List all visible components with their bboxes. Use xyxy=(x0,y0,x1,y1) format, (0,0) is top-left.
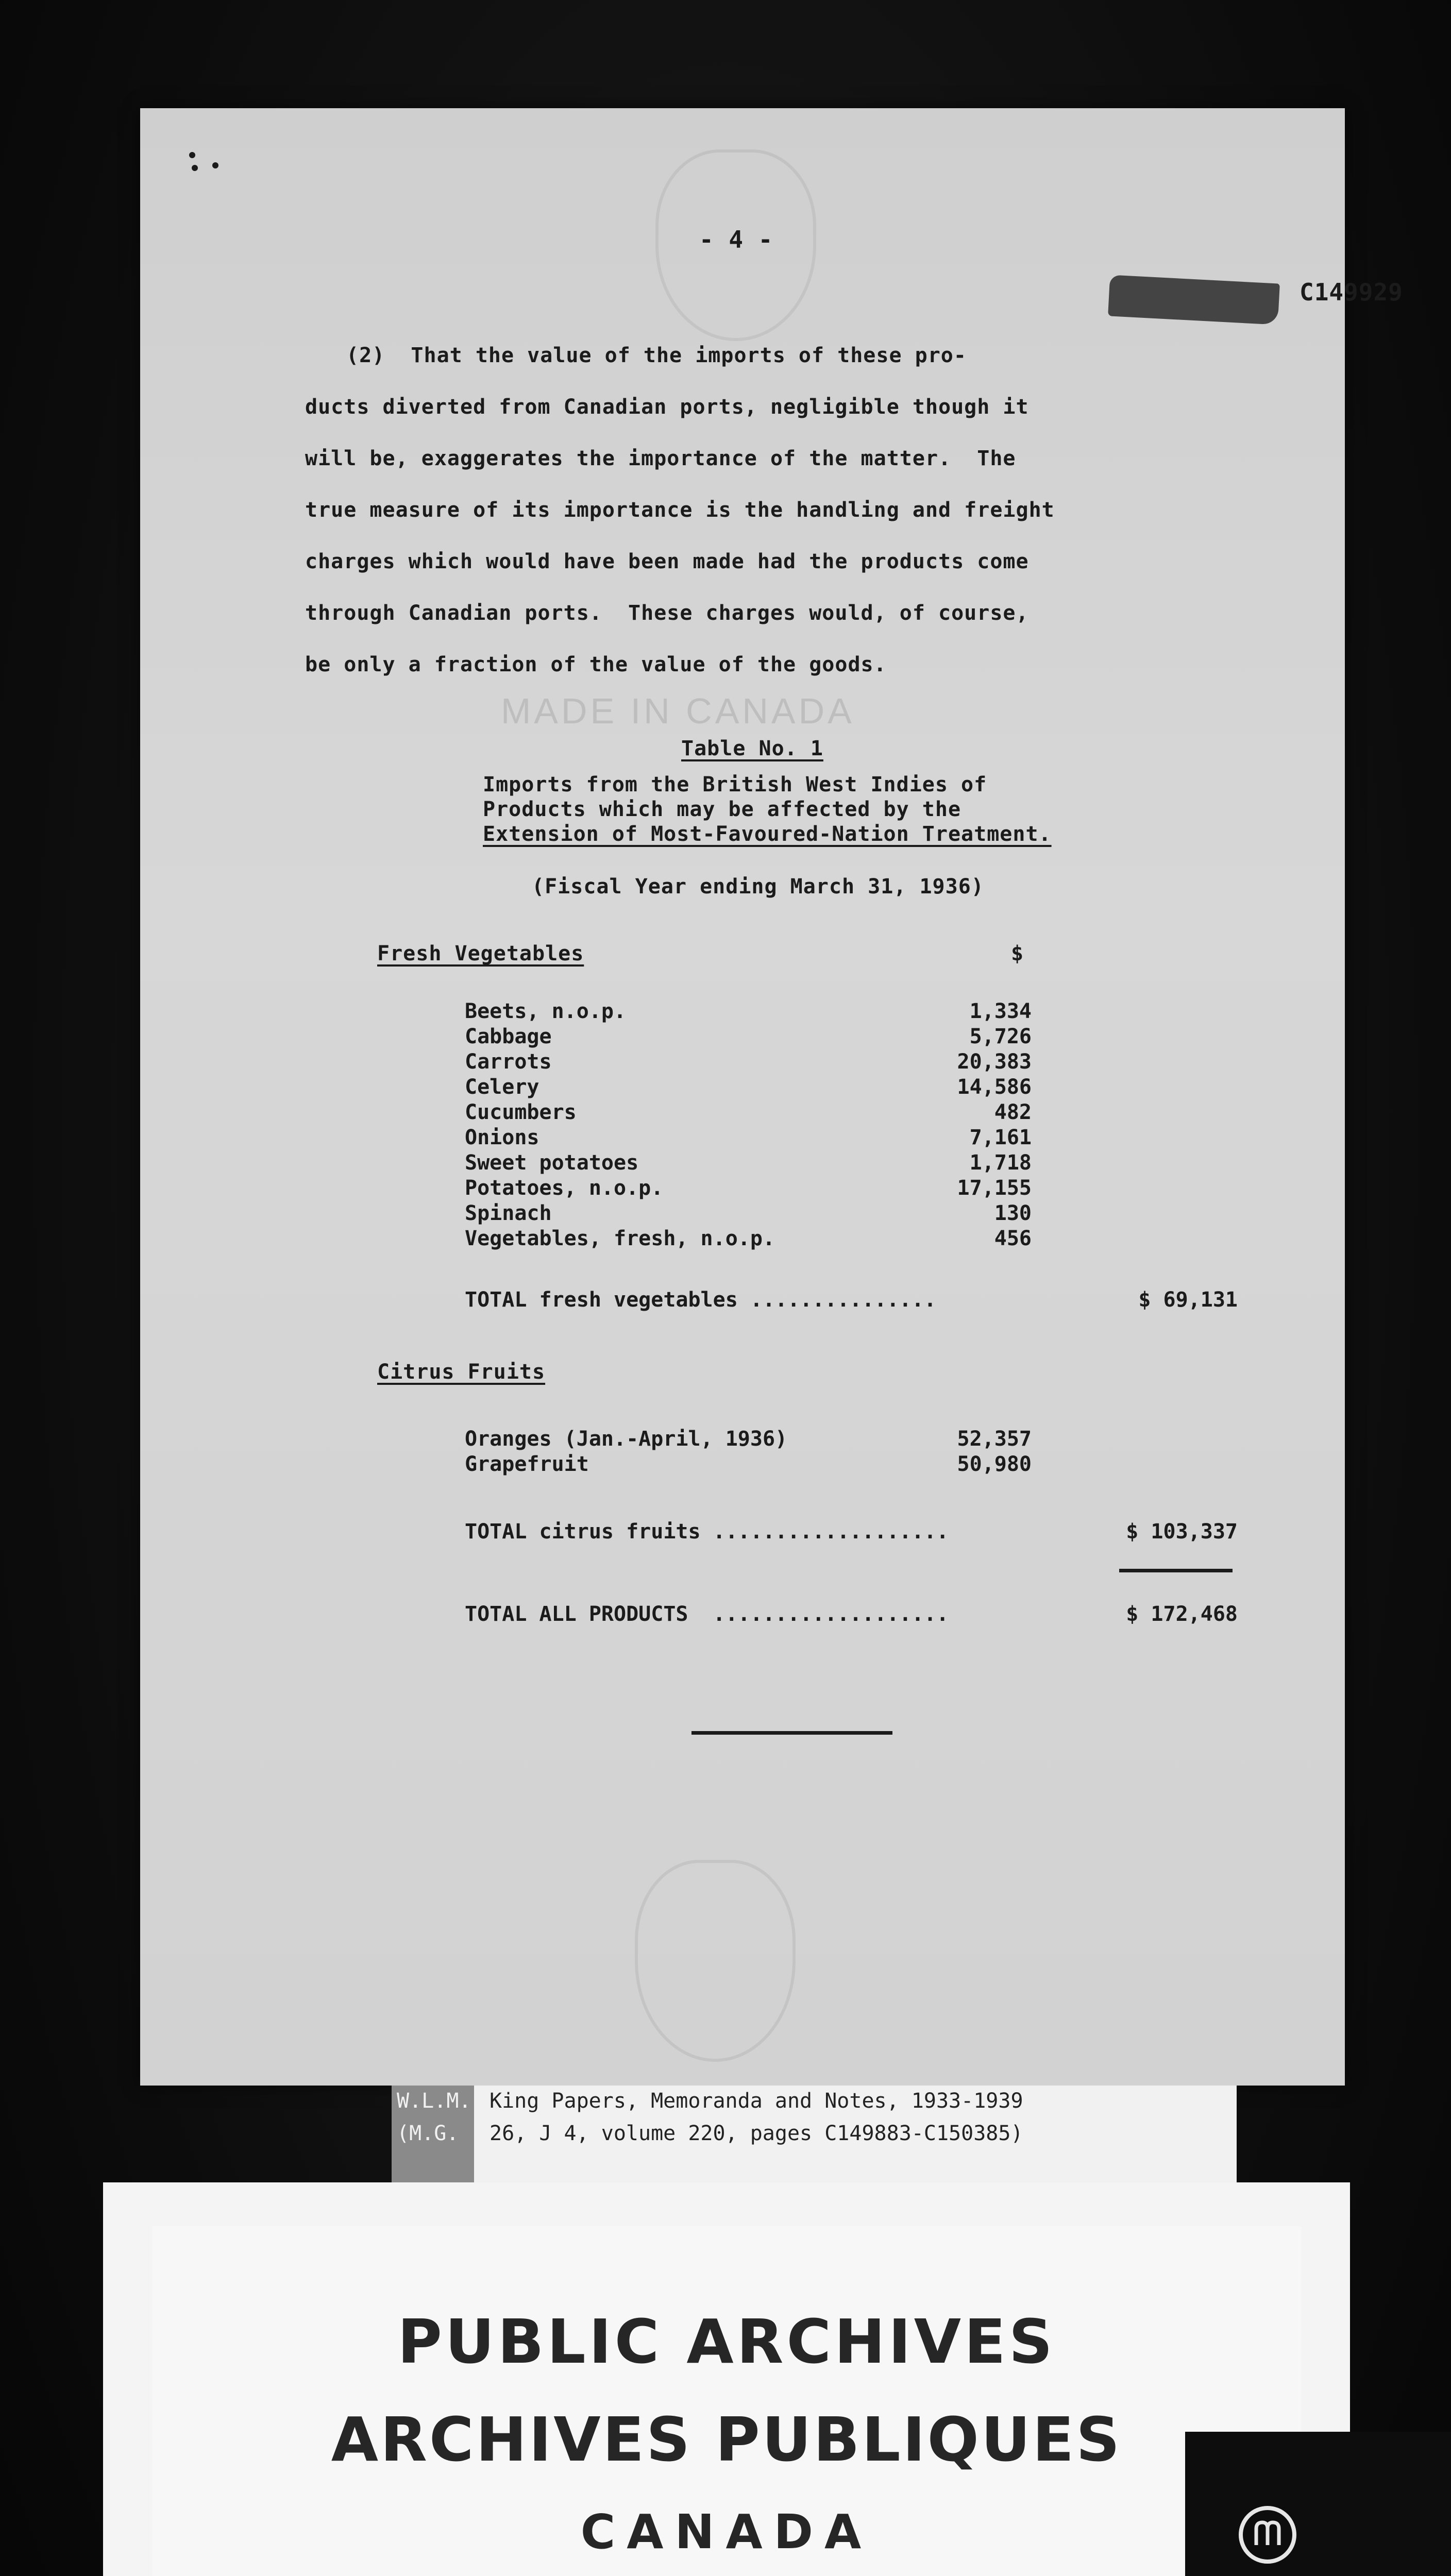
archive-label-line: King Papers, Memoranda and Notes, 1933-1939 xyxy=(490,2089,1023,2113)
vegetable-value: 5,726 xyxy=(969,1025,1032,1048)
film-corner xyxy=(1185,2432,1451,2576)
card-title-english: PUBLIC ARCHIVES xyxy=(397,2306,1056,2377)
table-caption-line: Products which may be affected by the xyxy=(483,798,961,821)
table-caption-line: Imports from the British West Indies of xyxy=(483,773,987,796)
vegetable-name: Carrots xyxy=(465,1050,552,1074)
total-fresh-vegetables-label: TOTAL fresh vegetables ............... xyxy=(465,1288,937,1312)
paragraph-line: charges which would have been made had the products come xyxy=(305,550,1029,573)
total-fresh-vegetables-value: $ 69,131 xyxy=(1138,1288,1238,1312)
document-number-stamp xyxy=(1109,273,1403,335)
archive-label-line: 26, J 4, volume 220, pages C149883-C150385) xyxy=(490,2122,1023,2145)
citrus-name: Grapefruit xyxy=(465,1452,589,1476)
vegetable-value: 130 xyxy=(994,1201,1032,1225)
vegetable-name: Beets, n.o.p. xyxy=(465,999,627,1023)
section-heading-citrus-fruits: Citrus Fruits xyxy=(377,1360,546,1384)
vegetable-name: Spinach xyxy=(465,1201,552,1225)
grand-total-label: TOTAL ALL PRODUCTS ................... xyxy=(465,1602,949,1626)
vegetable-value: 20,383 xyxy=(957,1050,1032,1074)
archives-logo-icon xyxy=(1237,2504,1298,2566)
faint-crest-watermark-lower xyxy=(635,1860,796,2062)
section-heading-fresh-vegetables: Fresh Vegetables xyxy=(377,942,584,965)
document-page xyxy=(140,108,1403,2086)
vegetable-value: 482 xyxy=(994,1100,1032,1124)
vegetable-name: Sweet potatoes xyxy=(465,1151,639,1175)
table-period: (Fiscal Year ending March 31, 1936) xyxy=(532,875,984,899)
vegetable-name: Vegetables, fresh, n.o.p. xyxy=(465,1227,775,1250)
citrus-name: Oranges (Jan.-April, 1936) xyxy=(465,1427,788,1451)
punch-dot xyxy=(212,162,218,168)
card-title-french: ARCHIVES PUBLIQUES xyxy=(331,2404,1122,2475)
archives-card-inner xyxy=(152,2226,1301,2576)
table-caption-line: Extension of Most-Favoured-Nation Treatment. xyxy=(483,822,1052,846)
punch-dot xyxy=(189,152,195,158)
paper-watermark: MADE IN CANADA xyxy=(501,691,855,731)
body-paragraph xyxy=(305,330,1096,690)
paragraph-line: true measure of its importance is the handling and freight xyxy=(305,498,1055,522)
vegetable-value: 7,161 xyxy=(969,1126,1032,1149)
total-citrus-fruits-label: TOTAL citrus fruits ................... xyxy=(465,1520,949,1544)
card-country: CANADA xyxy=(580,2504,873,2560)
archive-label-prefix: (M.G. xyxy=(397,2122,459,2145)
total-rule xyxy=(1119,1569,1233,1572)
vegetable-name: Cucumbers xyxy=(465,1100,577,1124)
vegetable-value: 17,155 xyxy=(957,1176,1032,1200)
grand-total-value: $ 172,468 xyxy=(1126,1602,1238,1626)
vegetable-value: 456 xyxy=(994,1227,1032,1250)
paragraph-line: through Canadian ports. These charges would, of course, xyxy=(305,601,1029,625)
archive-label-prefix: W.L.M. xyxy=(397,2089,471,2113)
vegetable-value: 1,334 xyxy=(969,999,1032,1023)
vegetable-name: Potatoes, n.o.p. xyxy=(465,1176,664,1200)
archives-card xyxy=(103,2182,1350,2576)
vegetable-name: Onions xyxy=(465,1126,539,1149)
currency-header: $ xyxy=(1011,942,1024,965)
paragraph-line: ducts diverted from Canadian ports, negligible though it xyxy=(305,395,1029,419)
vegetable-name: Cabbage xyxy=(465,1025,552,1048)
end-rule xyxy=(691,1731,892,1735)
punch-dot xyxy=(192,165,198,171)
table-title: Table No. 1 xyxy=(681,737,823,760)
vegetable-value: 1,718 xyxy=(969,1151,1032,1175)
total-citrus-fruits-value: $ 103,337 xyxy=(1126,1520,1238,1544)
page-folio: - 4 - xyxy=(699,226,773,253)
paragraph-line: will be, exaggerates the importance of the matter. The xyxy=(305,447,1016,470)
citrus-value: 50,980 xyxy=(957,1452,1032,1476)
paragraph-line: be only a fraction of the value of the goods. xyxy=(305,653,887,676)
vegetable-value: 14,586 xyxy=(957,1075,1032,1099)
document-number: C149929 xyxy=(1300,278,1403,306)
paragraph-line: (2) That the value of the imports of these pro- xyxy=(346,344,967,367)
citrus-value: 52,357 xyxy=(957,1427,1032,1451)
vegetable-name: Celery xyxy=(465,1075,539,1099)
ink-smudge xyxy=(1108,275,1280,325)
